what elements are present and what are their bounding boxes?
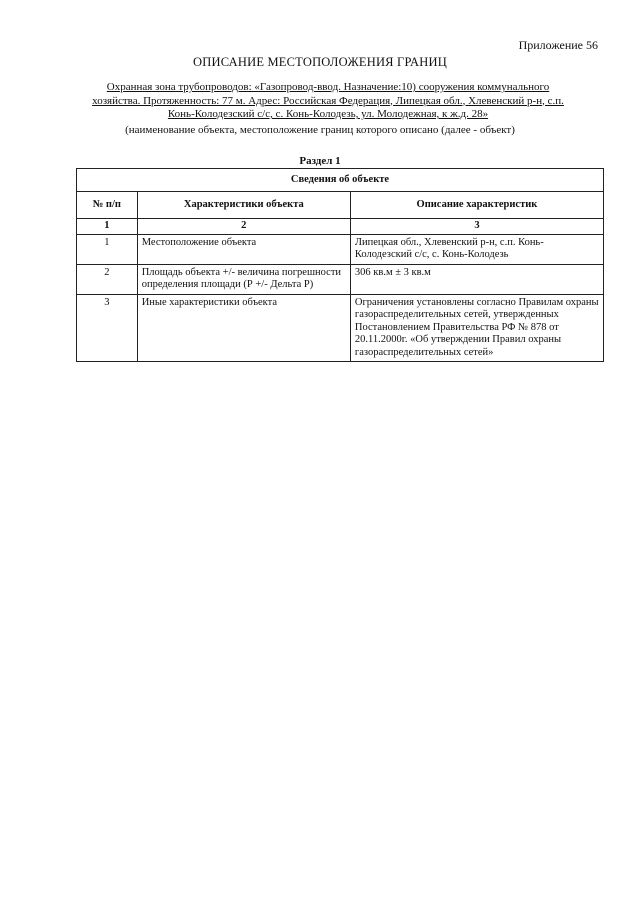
row-number: 2 <box>77 264 138 294</box>
object-info-table <box>76 168 604 362</box>
column-number: 2 <box>137 219 350 235</box>
row-characteristic: Площадь объекта +/- величина погрешности определения площади (Р +/- Дельта Р) <box>137 264 350 294</box>
row-characteristic: Иные характеристики объекта <box>137 294 350 362</box>
header-description: Описание характеристик <box>350 192 603 219</box>
document-title: ОПИСАНИЕ МЕСТОПОЛОЖЕНИЯ ГРАНИЦ <box>193 55 447 69</box>
object-description-line: хозяйства. Протяженность: 77 м. Адрес: Российская Федерация, Липецкая обл., Хлевенский р-н, с.п. <box>92 94 564 107</box>
row-number: 1 <box>77 234 138 264</box>
row-description: 306 кв.м ± 3 кв.м <box>350 264 603 294</box>
object-note: (наименование объекта, местоположение границ которого описано (далее - объект) <box>125 124 515 136</box>
header-characteristic: Характеристики объекта <box>137 192 350 219</box>
column-number: 1 <box>77 219 138 235</box>
table-row <box>77 294 604 362</box>
table-row <box>77 234 604 264</box>
row-description: Ограничения установлены согласно Правилам охраны газораспределительных сетей, утвержденных Постановлением Правительства РФ № 878 от 20.11.2000г. «Об утверждении Правил охраны газораспределительных сетей» <box>350 294 603 362</box>
table-row <box>77 264 604 294</box>
object-description <box>80 81 576 122</box>
column-number: 3 <box>350 219 603 235</box>
table-caption-row <box>77 169 604 192</box>
header-number: № п/п <box>77 192 138 219</box>
table-caption: Сведения об объекте <box>77 169 604 192</box>
appendix-label: Приложение 56 <box>518 38 598 52</box>
column-number-row <box>77 219 604 235</box>
row-description: Липецкая обл., Хлевенский р-н, с.п. Конь-Колодезский с/с, с. Конь-Колодезь <box>350 234 603 264</box>
object-description-line: Конь-Колодезский с/с, с. Конь-Колодезь, ул. Молодежная, к ж.д. 28» <box>167 108 489 120</box>
table-header-row <box>77 192 604 219</box>
row-number: 3 <box>77 294 138 362</box>
row-characteristic: Местоположение объекта <box>137 234 350 264</box>
section-title: Раздел 1 <box>299 155 341 167</box>
object-description-line: Охранная зона трубопроводов: «Газопровод-ввод. Назначение:10) сооружения коммунального <box>106 81 550 93</box>
